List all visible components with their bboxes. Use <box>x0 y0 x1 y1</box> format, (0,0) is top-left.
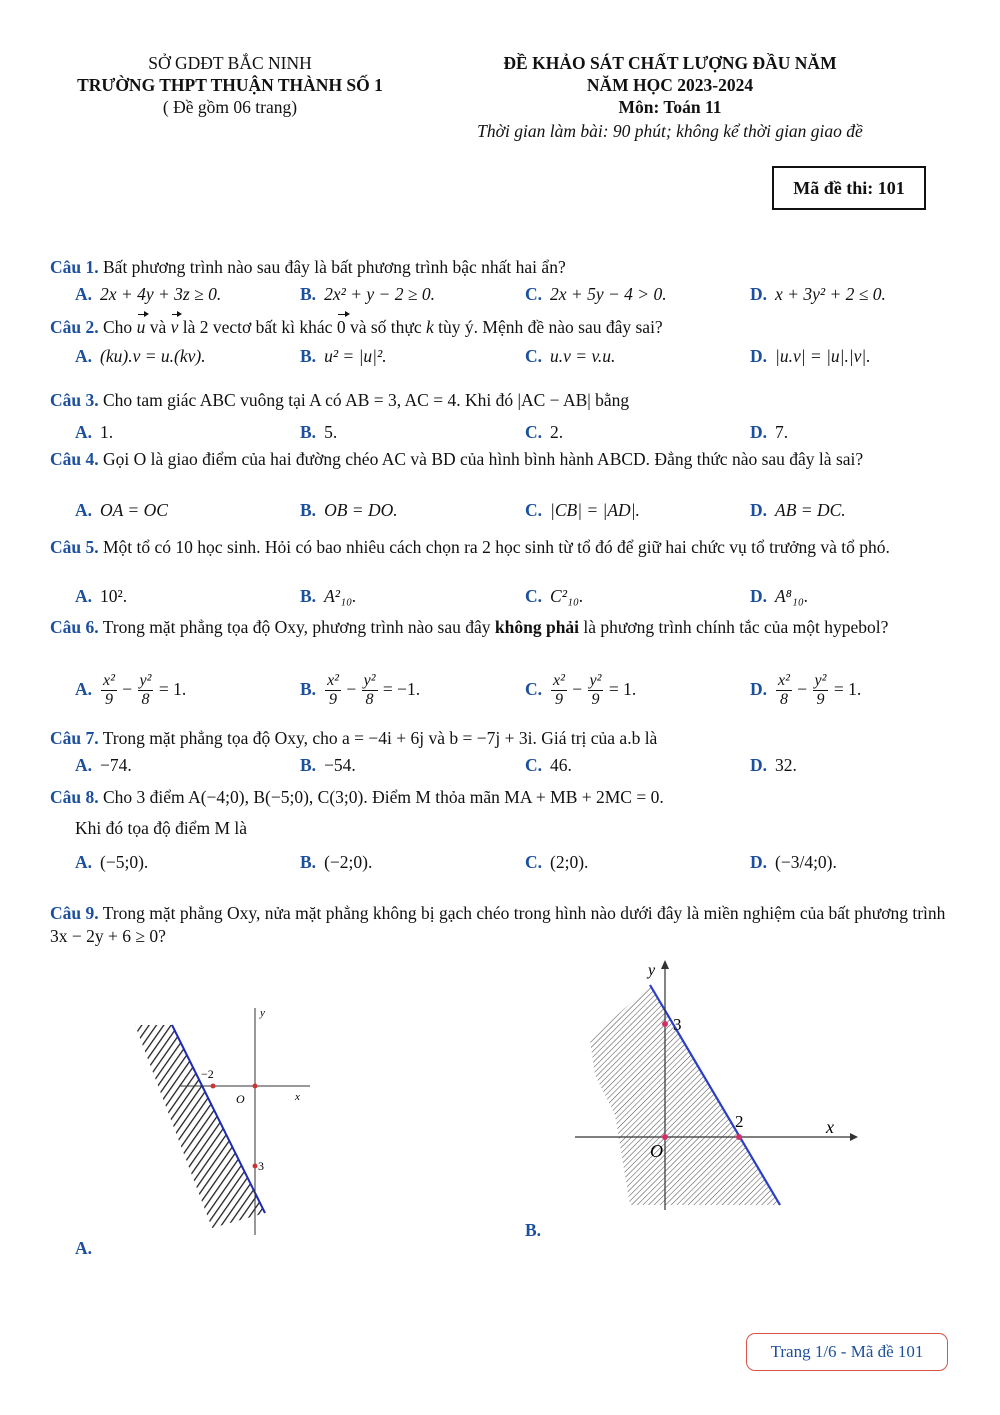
option-a[interactable]: A. 1. <box>75 422 114 442</box>
graph-a[interactable] <box>100 1000 330 1240</box>
option-a[interactable]: A. 2x + 4y + 3z ≥ 0. <box>75 284 222 304</box>
option-b[interactable]: B. −54. <box>300 755 356 775</box>
q2-options <box>0 346 1000 372</box>
option-d[interactable]: D. |u.v| = |u|.|v|. <box>750 346 871 366</box>
question-4 <box>50 448 950 471</box>
y-label: y <box>648 962 656 979</box>
question-label: Câu 6. <box>50 617 99 637</box>
option-c[interactable]: C. C²₁₀. <box>525 586 584 606</box>
question-text: Gọi O là giao điểm của hai đường chéo AC và BD của hình bình hành ABCD. Đẳng thức nào sau đây là sai? <box>103 449 864 469</box>
question-label: Câu 9. <box>50 903 99 923</box>
graph-b[interactable] <box>570 955 860 1215</box>
subject: Môn: Toán 11 <box>618 97 722 117</box>
graph-a-label[interactable]: A. <box>75 1238 93 1258</box>
option-c[interactable]: C. 2. <box>525 422 564 442</box>
question-text: Bất phương trình nào sau đây là bất phương trình bậc nhất hai ẩn? <box>103 257 566 277</box>
option-d[interactable]: D. $\frac{\text{x²}}{8}$ − $\frac{\text{y²}}{9}$ = 1. <box>750 672 862 709</box>
question-text: Trong mặt phẳng tọa độ Oxy, cho a = −4i + 6j và b = −7j + 3i. Giá trị của a.b là <box>102 728 658 748</box>
zero-vector: 0 <box>336 317 346 337</box>
option-a[interactable]: A. (ku).v = u.(kv). <box>75 346 206 366</box>
question-label: Câu 7. <box>50 728 99 748</box>
option-c[interactable]: C. u.v = v.u. <box>525 346 616 366</box>
option-c[interactable]: C. 2x + 5y − 4 > 0. <box>525 284 667 304</box>
option-d[interactable]: D. A⁸₁₀. <box>750 586 809 606</box>
y-label: y <box>260 1007 265 1019</box>
hatched-region <box>135 1025 265 1228</box>
question-6: Câu 6. Trong mặt phẳng tọa độ Oxy, phương trình nào sau đây không phải là phương trình chính tắc của một hypebol? <box>50 617 889 637</box>
question-2: Câu 2. Cho u và v là 2 vectơ bất kì khác 0 và số thực k tùy ý. Mệnh đề nào sau đây sai? <box>50 317 663 337</box>
question-label: Câu 4. <box>50 449 99 469</box>
page-footer: Trang 1/6 - Mã đề 101 <box>746 1333 948 1371</box>
tick-2: 2 <box>735 1112 744 1131</box>
question-3 <box>50 389 950 412</box>
option-a[interactable]: A. 10². <box>75 586 128 606</box>
vector-u: u <box>136 317 146 337</box>
question-label: Câu 2. <box>50 317 99 337</box>
time-note: Thời gian làm bài: 90 phút; không kể thời gian giao đề <box>477 121 863 141</box>
origin-label: O <box>650 1141 663 1161</box>
x-label: x <box>826 1117 834 1137</box>
school-dept: SỞ GDĐT BẮC NINH <box>148 53 312 73</box>
option-a[interactable]: A. OA = OC <box>75 500 168 520</box>
option-a[interactable]: A. $\frac{\text{x²}}{9}$ − $\frac{\text{y²}}{8}$ = 1. <box>75 672 187 709</box>
q3-options <box>0 422 1000 448</box>
question-text: Cho tam giác ABC vuông tại A có AB = 3, AC = 4. Khi đó |AC − AB| bằng <box>103 390 630 410</box>
question-1 <box>50 256 950 279</box>
option-b[interactable]: B. 2x² + y − 2 ≥ 0. <box>300 284 435 304</box>
question-label: Câu 3. <box>50 390 99 410</box>
question-8 <box>50 786 950 809</box>
option-d[interactable]: D. AB = DC. <box>750 500 846 520</box>
vector-v: v <box>170 317 179 337</box>
q7-options <box>0 755 1000 781</box>
question-7 <box>50 727 950 750</box>
school-name: TRƯỜNG THPT THUẬN THÀNH SỐ 1 <box>77 75 383 95</box>
option-a[interactable]: A. −74. <box>75 755 132 775</box>
graph-b-label[interactable]: B. <box>525 1220 542 1240</box>
origin-label: O <box>236 1092 245 1106</box>
option-b[interactable]: B. 5. <box>300 422 338 442</box>
option-b[interactable]: B. A²₁₀. <box>300 586 357 606</box>
hatched-region <box>590 985 780 1205</box>
q8-options <box>0 852 1000 878</box>
tick-3: 3 <box>673 1015 682 1034</box>
q1-options <box>0 284 1000 310</box>
exam-title: ĐỀ KHẢO SÁT CHẤT LƯỢNG ĐẦU NĂM <box>503 53 837 73</box>
tick-minus2: −2 <box>201 1067 214 1081</box>
tick-3: 3 <box>258 1159 264 1173</box>
option-b[interactable]: B. $\frac{\text{x²}}{9}$ − $\frac{\text{y²}}{8}$ = −1. <box>300 672 421 709</box>
question-label: Câu 8. <box>50 787 99 807</box>
exam-code-box: Mã đề thi: 101 <box>772 166 926 210</box>
option-c[interactable]: C. 46. <box>525 755 572 775</box>
option-c[interactable]: C. (2;0). <box>525 852 589 872</box>
option-d[interactable]: D. 7. <box>750 422 789 442</box>
q6-options <box>0 668 1000 714</box>
school-year: NĂM HỌC 2023-2024 <box>586 75 754 95</box>
option-a[interactable]: A. (−5;0). <box>75 852 149 872</box>
question-text: Cho 3 điểm A(−4;0), B(−5;0), C(3;0). Điểm M thỏa mãn MA + MB + 2MC = 0. <box>103 787 664 807</box>
q5-options <box>0 586 1000 612</box>
option-c[interactable]: C. |CB| = |AD|. <box>525 500 640 520</box>
option-d[interactable]: D. x + 3y² + 2 ≤ 0. <box>750 284 886 304</box>
question-label: Câu 5. <box>50 537 99 557</box>
page-count-note: ( Đề gồm 06 trang) <box>162 97 298 117</box>
option-d[interactable]: D. (−3/4;0). <box>750 852 837 872</box>
question-5 <box>50 536 950 559</box>
question-text: Một tổ có 10 học sinh. Hỏi có bao nhiêu cách chọn ra 2 học sinh từ tổ đó để giữ hai chức vụ tổ trưởng và tổ phó. <box>103 537 890 557</box>
x-label: x <box>295 1091 300 1103</box>
question-label: Câu 1. <box>50 257 99 277</box>
question-9 <box>50 902 950 948</box>
option-b[interactable]: B. (−2;0). <box>300 852 373 872</box>
option-b[interactable]: B. u² = |u|². <box>300 346 387 366</box>
question-8-subtext: Khi đó tọa độ điểm M là <box>75 818 248 838</box>
option-b[interactable]: B. OB = DO. <box>300 500 398 520</box>
question-text: Trong mặt phẳng Oxy, nửa mặt phẳng không bị gạch chéo trong hình nào dưới đây là miền nghiệm của bất phương trình 3x − 2y + 6 ≥ 0? <box>50 903 946 946</box>
option-d[interactable]: D. 32. <box>750 755 797 775</box>
option-c[interactable]: C. $\frac{\text{x²}}{9}$ − $\frac{\text{y²}}{9}$ = 1. <box>525 672 637 709</box>
q4-options <box>0 500 1000 526</box>
